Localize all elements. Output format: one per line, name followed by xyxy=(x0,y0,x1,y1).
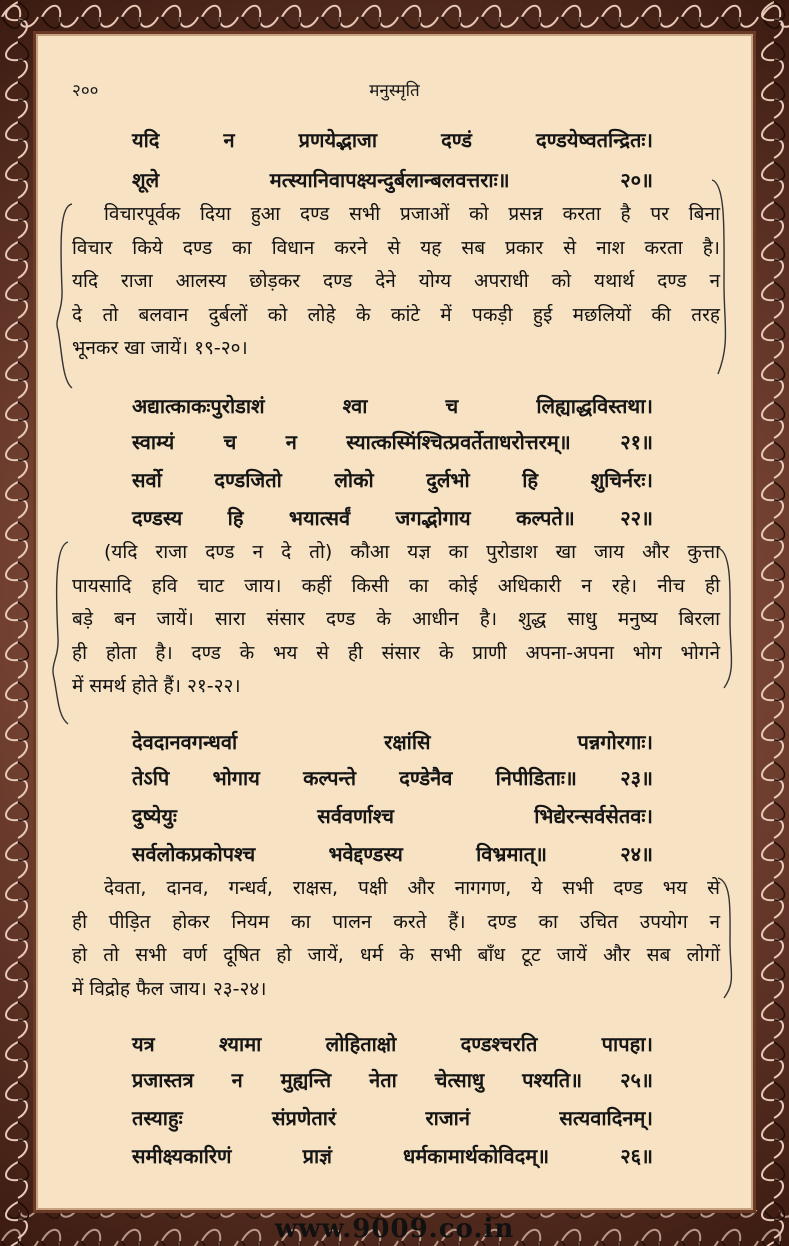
verse-word: दण्डश्चरति xyxy=(460,1032,538,1056)
verse-word: दण्डजितो xyxy=(214,468,282,492)
verse-word: २६॥ xyxy=(620,1144,653,1168)
verse-word: कल्पते॥ xyxy=(516,506,575,530)
commentary-paragraph: विचारपूर्वक दिया हुआ दण्ड सभी प्रजाओं को प्रसन्न करता है पर बिना विचार किये दण्ड का विधान करने से यह सब प्रकार से नाश करता है। यदि राजा आलस्य छोड़कर दण्ड देने योग्य अपराधी को यथार्थ दण्ड न दे तो बलवान दुर्बलों को लोहे के कांटे में पकड़ी हुई मछलियों की तरह भूनकर खा जायें। १९-२०। xyxy=(72,203,720,359)
verse-word: २०॥ xyxy=(620,168,653,192)
verse-word: भिद्येरन्सर्वसेतवः। xyxy=(534,804,653,828)
verse-word: दुष्येयुः xyxy=(132,804,177,828)
verse-line xyxy=(132,1104,653,1131)
verse-word: हि xyxy=(522,468,539,492)
verse-word: सर्वो xyxy=(132,468,162,492)
verse-word: २१॥ xyxy=(620,430,653,454)
verse-word: स्यात्कस्मिंश्चित्प्रवर्तेताधरोत्तरम्॥ xyxy=(346,430,571,454)
verse-word: मुह्यन्ति xyxy=(280,1068,332,1092)
verse-word: पन्नगोरगाः। xyxy=(577,730,653,754)
verse-word: अद्यात्काकःपुरोडाशं xyxy=(132,394,265,418)
verse-word: न xyxy=(285,430,297,454)
verse-word: प्राज्ञं xyxy=(302,1144,332,1168)
verse-word: रक्षांसि xyxy=(384,730,431,754)
verse-word: भयात्सर्वं xyxy=(288,506,351,530)
verse-line xyxy=(132,1066,653,1093)
verse-word: कल्पन्ते xyxy=(303,766,356,790)
verse-word: २३॥ xyxy=(620,766,653,790)
verse-word: शुचिर्नरः। xyxy=(590,468,653,492)
verse-word: यत्र xyxy=(132,1032,155,1056)
verse-word: देवदानवगन्धर्वा xyxy=(132,730,238,754)
verse-word: स्वाम्यं xyxy=(132,430,175,454)
verse-word: जगद्भोगाय xyxy=(395,506,471,530)
verse-word: विभ्रमात्॥ xyxy=(476,842,547,866)
verse-line xyxy=(132,428,653,455)
verse-word: भवेद्दण्डस्य xyxy=(328,842,403,866)
verse-word: पापहा। xyxy=(601,1032,653,1056)
verse-line xyxy=(132,466,653,493)
page-header xyxy=(36,78,753,108)
verse-word: च xyxy=(223,430,237,454)
verse-line xyxy=(132,802,653,829)
verse-word: राजानं xyxy=(425,1106,470,1130)
verse-word: दण्डयेष्वतन्द्रितः। xyxy=(536,128,653,152)
verse-line xyxy=(132,126,653,153)
verse-word: सर्ववर्णाश्च xyxy=(317,804,394,828)
verse-word: २५॥ xyxy=(620,1068,653,1092)
verse-word: हि xyxy=(227,506,244,530)
verse-word: भोगाय xyxy=(212,766,260,790)
website-watermark: www.9009.co.in xyxy=(274,1214,515,1244)
verse-line xyxy=(132,840,653,867)
verse-word: शूले xyxy=(132,168,160,192)
verse-word: प्रजास्तत्र xyxy=(132,1068,194,1092)
verse-word: सर्वलोकप्रकोपश्च xyxy=(132,842,256,866)
verse-word: दुर्लभो xyxy=(426,468,470,492)
verse-word: यदि xyxy=(132,128,160,152)
book-title: मनुस्मृति xyxy=(369,81,420,101)
verse-word: श्यामा xyxy=(218,1032,262,1056)
verse-line xyxy=(132,392,653,419)
verse-word: २४॥ xyxy=(620,842,653,866)
commentary-paragraph: देवता, दानव, गन्धर्व, राक्षस, पक्षी और नागगण, ये सभी दण्ड भय से ही पीड़ित होकर नियम का पालन करते हैं। दण्ड का उचित उपयोग न हो तो सभी वर्ण दूषित हो जायें, धर्म के सभी बाँध टूट जायें और सब लोगों में विद्रोह फैल जाय। २३-२४। xyxy=(72,877,720,1000)
verse-word: लिह्याद्धविस्तथा। xyxy=(536,394,653,418)
verse-word: तेऽपि xyxy=(132,766,170,790)
verse-word: तस्याहुः xyxy=(132,1106,183,1130)
verse-word: न xyxy=(223,128,235,152)
verse-word: च xyxy=(445,394,459,418)
verse-line xyxy=(132,764,653,791)
verse-word: संप्रणेतारं xyxy=(271,1106,337,1130)
verse-word: पश्यति॥ xyxy=(522,1068,583,1092)
verse-word: धर्मकामार्थकोविदम्॥ xyxy=(403,1144,550,1168)
verse-word: दण्डस्य xyxy=(132,506,183,530)
page-number: २०० xyxy=(72,81,99,101)
verse-word: लोको xyxy=(334,468,374,492)
verse-line xyxy=(132,728,653,755)
verse-word: समीक्ष्यकारिणं xyxy=(132,1144,232,1168)
verse-word: श्वा xyxy=(342,394,368,418)
verse-line xyxy=(132,1142,653,1169)
verse-word: नेता xyxy=(369,1068,397,1092)
verse-word: २२॥ xyxy=(620,506,653,530)
verse-line xyxy=(132,1030,653,1057)
verse-word: दण्डं xyxy=(441,128,472,152)
verse-word: चेत्साधु xyxy=(434,1068,485,1092)
verse-word: प्रणयेद्भाजा xyxy=(298,128,378,152)
book-page xyxy=(36,34,753,1210)
margin-bracket-left xyxy=(46,538,72,728)
verse-word: निपीडिताः॥ xyxy=(495,766,577,790)
verse-word: न xyxy=(231,1068,243,1092)
commentary-paragraph: (यदि राजा दण्ड न दे तो) कौआ यज्ञ का पुरोडाश खा जाय और कुत्ता पायसादि हवि चाट जाय। कहीं किसी का कोई अधिकारी न रहे। नीच ही बड़े बन जायें। सारा संसार दण्ड के आधीन है। शुद्ध साधु मनुष्य बिरला ही होता है। दण्ड के भय से ही संसार के प्राणी अपना-अपना भोग भोगने में समर्थ होते हैं। २१-२२। xyxy=(72,541,720,697)
verse-line xyxy=(132,166,653,193)
verse-word: मत्स्यानिवापक्ष्यन्दुर्बलान्बलवत्तराः॥ xyxy=(269,168,510,192)
verse-line xyxy=(132,504,653,531)
verse-word: दण्डेनैव xyxy=(399,766,453,790)
verse-word: लोहिताक्षो xyxy=(325,1032,397,1056)
verse-word: सत्यवादिनम्। xyxy=(559,1106,653,1130)
